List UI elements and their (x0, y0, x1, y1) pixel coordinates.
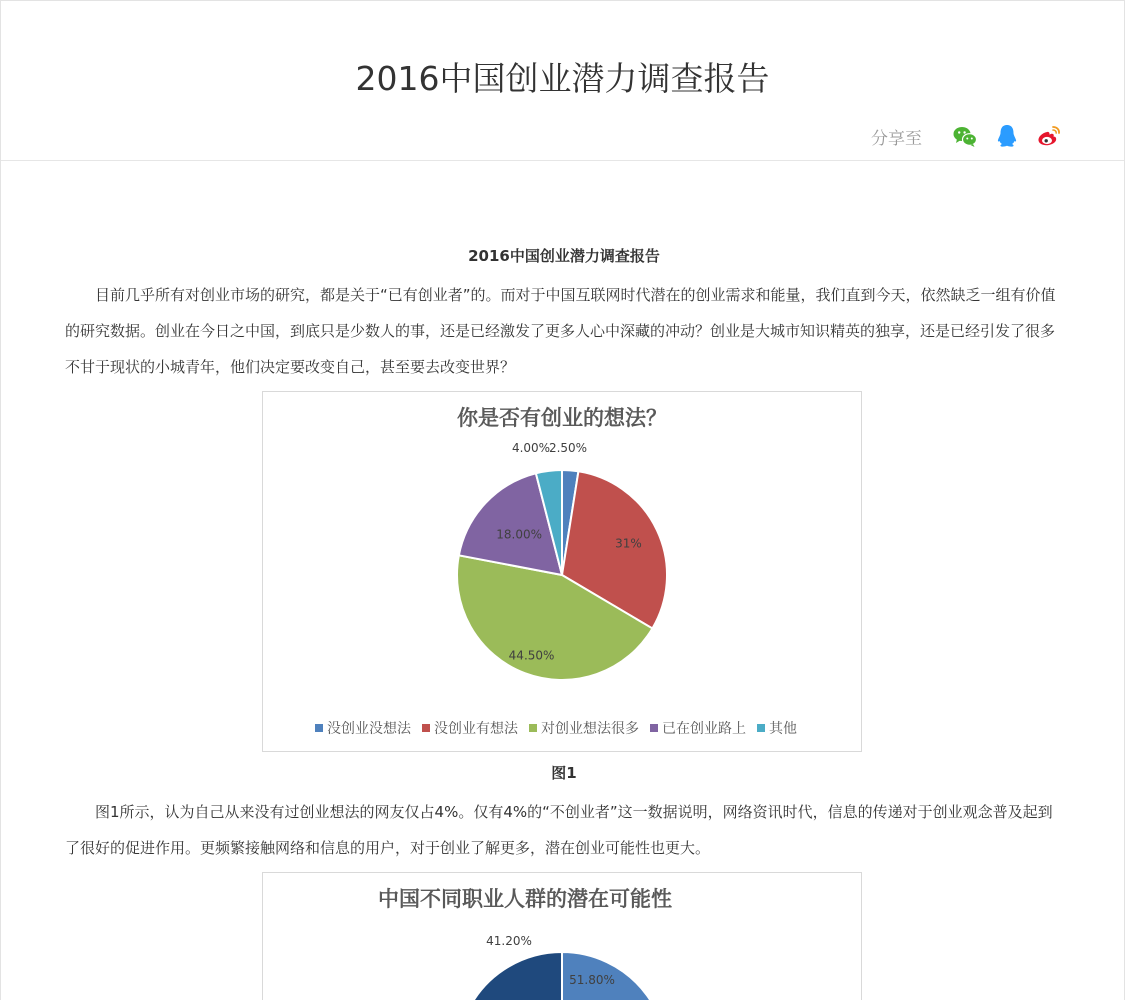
legend-entry: 没创业没想法 (327, 721, 411, 737)
data-label: 41.20% (486, 934, 532, 948)
weibo-icon[interactable] (1036, 123, 1062, 149)
data-label: 31% (615, 536, 642, 551)
data-label: 18.00% (496, 527, 543, 542)
pie-slice-4 (470, 952, 562, 1000)
legend-swatch (529, 724, 537, 732)
legend-swatch (315, 724, 323, 732)
article-header (1, 1, 1124, 161)
legend-swatch (422, 724, 430, 732)
article-body (65, 241, 1063, 1000)
chart-title: 中国不同职业人群的潜在可能性 (378, 886, 672, 911)
data-label: 44.50% (508, 648, 555, 663)
legend-swatch (650, 724, 658, 732)
legend-entry: 其他 (769, 721, 797, 737)
figure-2-chart (262, 872, 862, 1000)
data-label: 51.80% (569, 973, 615, 987)
qq-icon[interactable] (994, 123, 1020, 149)
share-label: 分享至 (871, 128, 922, 149)
wechat-icon[interactable] (952, 123, 978, 149)
data-label: 4.00% (511, 441, 551, 455)
legend-entry: 没创业有想法 (434, 721, 518, 737)
legend-swatch (757, 724, 765, 732)
legend-entry: 已在创业路上 (662, 721, 746, 737)
chart-title: 你是否有创业的想法？ (457, 405, 667, 430)
share-bar (871, 122, 1062, 150)
figure-1-caption: 图1 (551, 764, 577, 782)
paragraph-intro: 目前几乎所有对创业市场的研究，都是关于“已有创业者”的。而对于中国互联网时代潜在的创业需求和能量，我们直到今天，依然缺乏一组有价值的研究数据。创业在今日之中国，到底只是少数人的事，还是已经激发了更多人心中深藏的冲动？创业是大城市知识精英的独享，还是已经引发了很多不甘于现状的小城青年，他们决定要改变自己，甚至要去改变世界？ (65, 286, 1056, 376)
figure-1-chart (262, 391, 862, 752)
article-heading: 2016中国创业潜力调查报告 (468, 247, 660, 265)
page-title: 2016中国创业潜力调查报告 (355, 59, 770, 98)
paragraph-analysis: 图1所示，认为自己从来没有过创业想法的网友仅占4%。仅有4%的“不创业者”这一数据说明，网络资讯时代，信息的传递对于创业观念普及起到了很好的促进作用。更频繁接触网络和信息的用户，对于创业了解更多，潜在创业可能性也更大。 (65, 803, 1053, 857)
legend-entry: 对创业想法很多 (541, 721, 639, 737)
data-label: 2.50% (548, 441, 588, 455)
